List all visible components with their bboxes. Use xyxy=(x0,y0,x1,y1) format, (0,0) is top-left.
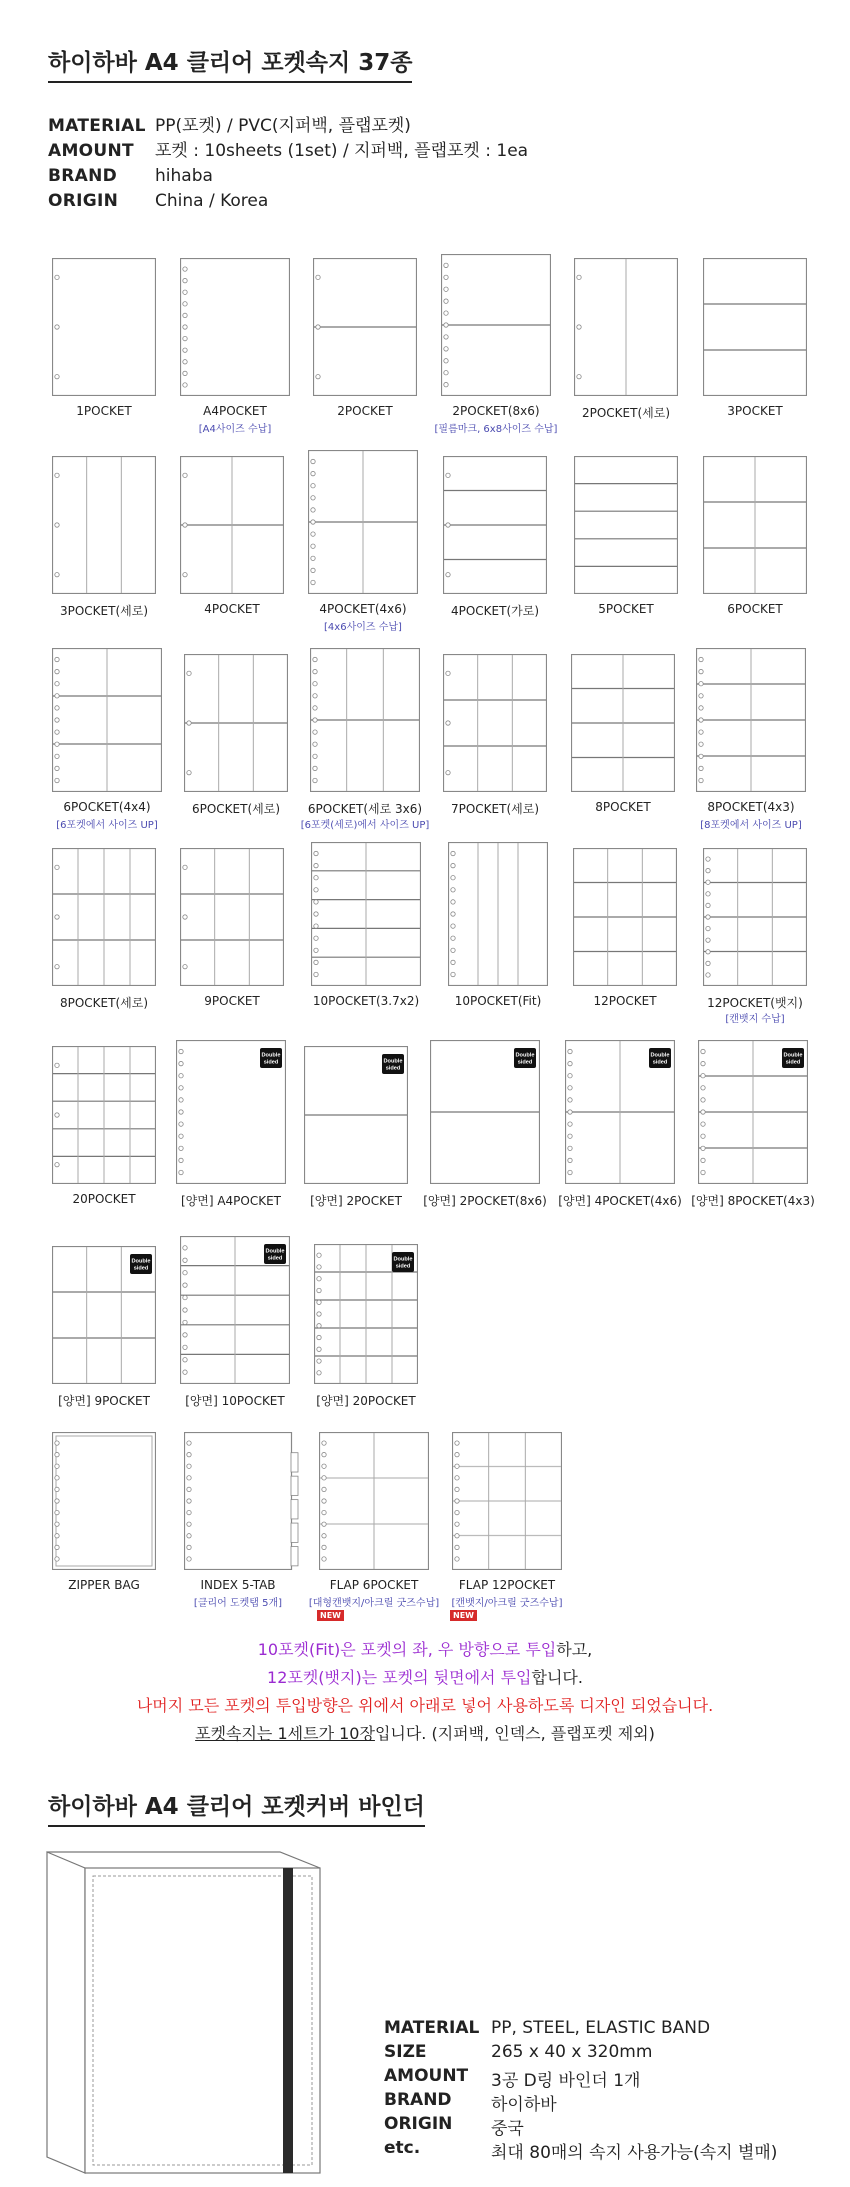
pocket-label: 6POCKET(세로) xyxy=(191,802,281,816)
note-4-underlined: 포켓속지는 1세트가 10장 xyxy=(195,1724,375,1743)
pocket-sheet xyxy=(310,648,420,792)
pocket-sheet-diagram xyxy=(443,456,547,594)
pocket-label: [양면] 4POCKET(4x6) xyxy=(558,1194,682,1208)
spec-key-material: MATERIAL xyxy=(48,116,146,136)
binder-spec-key-amount: AMOUNT xyxy=(384,2066,469,2086)
pocket-sublabel: [캔뱃지/아크릴 굿즈수납] xyxy=(451,1598,563,1609)
pocket-sheet-diagram xyxy=(313,258,417,396)
pocket-sheet xyxy=(698,1040,808,1184)
pocket-sheet xyxy=(180,848,284,986)
pocket-sheet-diagram xyxy=(310,648,420,792)
pocket-sheet xyxy=(696,648,806,792)
pocket-label: [양면] A4POCKET xyxy=(180,1194,282,1208)
binder-spec-value-etc: 최대 80매의 속지 사용가능(속지 별매) xyxy=(491,2143,778,2163)
pocket-sheet-diagram xyxy=(703,258,807,396)
binder-spec-key-etc: etc. xyxy=(384,2138,421,2158)
pocket-sheet xyxy=(52,1246,156,1384)
double-sided-badge-line2: sided xyxy=(652,1059,668,1066)
pocket-sheet xyxy=(314,1244,418,1384)
note-3-highlight: 나머지 모든 포켓의 투입방향은 위에서 아래로 넣어 사용 xyxy=(136,1696,528,1715)
pocket-sheet xyxy=(52,456,156,594)
pocket-label: 8POCKET xyxy=(595,800,651,814)
pocket-sheet xyxy=(184,1432,300,1570)
pocket-label: 4POCKET(가로) xyxy=(450,604,540,618)
pocket-label: 6POCKET xyxy=(727,602,783,616)
pocket-sublabel: [대형캔뱃지/아크릴 굿즈수납] xyxy=(308,1598,440,1609)
pocket-label: 5POCKET xyxy=(598,602,654,616)
pocket-sheet xyxy=(443,654,547,792)
pocket-sheet xyxy=(184,654,288,792)
pocket-sheet-diagram xyxy=(180,1236,290,1384)
pocket-sheet-diagram xyxy=(443,654,547,792)
binder-spec-value-material: PP, STEEL, ELASTIC BAND xyxy=(491,2018,711,2038)
binder-spec-value-size: 265 x 40 x 320mm xyxy=(491,2042,653,2062)
pocket-sublabel: [6포켓(세로)에서 사이즈 UP] xyxy=(300,820,430,831)
note-1-text: 하고, xyxy=(556,1640,593,1659)
pocket-sheet-diagram xyxy=(703,848,807,986)
pocket-sheet xyxy=(180,1236,290,1384)
pocket-label: 10POCKET(3.7x2) xyxy=(312,994,420,1008)
pocket-sublabel: [A4사이즈 수납] xyxy=(198,424,272,435)
double-sided-badge-line2: sided xyxy=(133,1265,149,1272)
pocket-sheet xyxy=(52,258,156,396)
double-sided-badge-line1: Double xyxy=(515,1052,535,1059)
spec-key-brand: BRAND xyxy=(48,166,118,186)
pocket-sheet xyxy=(304,1046,408,1184)
note-3-text: 하도록 디자인 되었습니다. xyxy=(527,1696,714,1715)
pocket-sheet-diagram xyxy=(448,842,548,986)
note-line-1 xyxy=(0,1636,850,1664)
pocket-sheet xyxy=(441,254,551,396)
pocket-label: [양면] 2POCKET(8x6) xyxy=(423,1194,547,1208)
double-sided-badge-line1: Double xyxy=(265,1248,285,1255)
double-sided-badge-line1: Double xyxy=(650,1052,670,1059)
pocket-sheet-diagram xyxy=(52,648,162,792)
pocket-label: [양면] 8POCKET(4x3) xyxy=(691,1194,815,1208)
pocket-sheet-diagram xyxy=(180,456,284,594)
pocket-sheet-diagram xyxy=(430,1040,540,1184)
pocket-sheet-diagram xyxy=(573,848,677,986)
pocket-label: ZIPPER BAG xyxy=(68,1578,140,1592)
pocket-sheet-diagram xyxy=(180,848,284,986)
pocket-sheet-diagram xyxy=(184,1432,300,1570)
spec-value-amount: 포켓 : 10sheets (1set) / 지퍼백, 플랩포켓 : 1ea xyxy=(155,141,529,161)
pocket-label: 20POCKET xyxy=(72,1192,136,1206)
pocket-sheet xyxy=(573,848,677,986)
pocket-sheet-diagram xyxy=(184,654,288,792)
double-sided-badge-line2: sided xyxy=(395,1263,411,1270)
double-sided-badge-line2: sided xyxy=(517,1059,533,1066)
binder-spec-key-origin: ORIGIN xyxy=(384,2114,453,2134)
pocket-sheet xyxy=(452,1432,562,1570)
pocket-sheet-diagram xyxy=(52,1046,156,1184)
double-sided-badge-line2: sided xyxy=(385,1065,401,1072)
binder-spec-value-origin: 중국 xyxy=(491,2119,524,2139)
pocket-label: [양면] 10POCKET xyxy=(185,1394,285,1408)
binder-illustration xyxy=(45,1850,330,2179)
pocket-sheet xyxy=(180,258,290,396)
product-spec-list xyxy=(48,114,548,214)
pocket-sheet-diagram xyxy=(319,1432,429,1570)
pocket-label: [양면] 2POCKET xyxy=(310,1194,402,1208)
pocket-sheet-diagram xyxy=(441,254,551,396)
pocket-sheet-diagram xyxy=(52,1432,156,1570)
pocket-label: FLAP 6POCKET xyxy=(329,1578,419,1592)
note-line-2 xyxy=(0,1664,850,1692)
pocket-sublabel: [클리어 도켓탭 5개] xyxy=(193,1598,283,1609)
pocket-sublabel: [필름마크, 6x8사이즈 수납] xyxy=(434,424,558,435)
pocket-label: INDEX 5-TAB xyxy=(200,1578,276,1592)
pocket-label: 3POCKET(세로) xyxy=(59,604,149,618)
insertion-notes xyxy=(0,1636,850,1748)
binder-section-title: 하이하바 A4 클리어 포켓커버 바인더 xyxy=(48,1788,425,1827)
pocket-label: 8POCKET(4x3) xyxy=(707,800,795,814)
binder-spec-value-amount: 3공 D링 바인더 1개 xyxy=(491,2071,641,2091)
new-tag: NEW xyxy=(450,1610,477,1621)
pocket-sheet xyxy=(448,842,548,986)
binder-spec-value-brand: 하이하바 xyxy=(491,2095,557,2115)
new-tag: NEW xyxy=(317,1610,344,1621)
pocket-sheet-diagram xyxy=(52,456,156,594)
double-sided-badge-line2: sided xyxy=(785,1059,801,1066)
pocket-label: 10POCKET(Fit) xyxy=(454,994,542,1008)
pocket-sublabel: [캔뱃지 수납] xyxy=(725,1014,785,1025)
spec-key-amount: AMOUNT xyxy=(48,141,134,161)
spec-key-origin: ORIGIN xyxy=(48,191,119,211)
pocket-sheet xyxy=(180,456,284,594)
binder-spec-key-material: MATERIAL xyxy=(384,2018,480,2038)
pocket-sheet-diagram xyxy=(452,1432,562,1570)
pocket-sublabel: [4x6사이즈 수납] xyxy=(324,622,402,633)
pocket-sheet xyxy=(311,842,421,986)
pocket-sheet-diagram xyxy=(176,1040,286,1184)
note-1-highlight: 10포켓(Fit)은 포켓의 좌, 우 방향으로 투입 xyxy=(257,1640,557,1659)
pocket-sheet xyxy=(565,1040,675,1184)
note-4-text: 입니다. (지퍼백, 인덱스, 플랩포켓 제외) xyxy=(374,1724,655,1743)
pocket-sheet-diagram xyxy=(311,842,421,986)
pocket-sheet-diagram xyxy=(698,1040,808,1184)
spec-value-material: PP(포켓) / PVC(지퍼백, 플랩포켓) xyxy=(155,116,411,136)
pocket-label: 3POCKET xyxy=(727,404,783,418)
pocket-label: FLAP 12POCKET xyxy=(458,1578,556,1592)
binder-spec-list xyxy=(384,2018,804,2168)
pocket-label: 4POCKET(4x6) xyxy=(319,602,407,616)
pocket-sublabel: [8포켓에서 사이즈 UP] xyxy=(700,820,802,831)
pocket-sheet-diagram xyxy=(308,450,418,594)
pocket-label: 2POCKET(8x6) xyxy=(452,404,540,418)
pocket-sheet xyxy=(574,456,678,594)
pocket-sheet-diagram xyxy=(52,258,156,396)
pocket-sublabel: [6포켓에서 사이즈 UP] xyxy=(56,820,158,831)
pocket-sheet-diagram xyxy=(52,1246,156,1384)
pocket-sheet-diagram xyxy=(696,648,806,792)
pocket-sheet-diagram xyxy=(314,1244,418,1384)
pocket-sheet xyxy=(703,456,807,594)
pocket-label: [양면] 9POCKET xyxy=(58,1394,150,1408)
pocket-sheet-diagram xyxy=(565,1040,675,1184)
pocket-sheet-diagram xyxy=(703,456,807,594)
pocket-sheet xyxy=(52,848,156,986)
pocket-sheet-diagram xyxy=(574,456,678,594)
pocket-label: 9POCKET xyxy=(204,994,260,1008)
pocket-label: 12POCKET xyxy=(593,994,657,1008)
double-sided-badge-line2: sided xyxy=(263,1059,279,1066)
double-sided-badge-line1: Double xyxy=(383,1058,403,1065)
note-line-4 xyxy=(0,1720,850,1748)
pocket-label: 8POCKET(세로) xyxy=(59,996,149,1010)
pocket-sheet xyxy=(176,1040,286,1184)
pocket-sheet xyxy=(308,450,418,594)
double-sided-badge-line1: Double xyxy=(783,1052,803,1059)
spec-value-brand: hihaba xyxy=(155,166,213,186)
pocket-sheet-diagram xyxy=(571,654,675,792)
note-line-3 xyxy=(0,1692,850,1720)
binder-spec-key-size: SIZE xyxy=(384,2042,427,2062)
pocket-sheet xyxy=(443,456,547,594)
pocket-label: 1POCKET xyxy=(76,404,132,418)
note-2-text: 합니다. xyxy=(531,1668,583,1687)
pocket-label: 7POCKET(세로) xyxy=(450,802,540,816)
pocket-label: 12POCKET(뱃지) xyxy=(707,996,803,1010)
pocket-sheet xyxy=(703,848,807,986)
pocket-label: 6POCKET(4x4) xyxy=(63,800,151,814)
pocket-sheet xyxy=(571,654,675,792)
pocket-label: 6POCKET(세로 3x6) xyxy=(307,802,423,816)
pocket-sheet xyxy=(52,1432,156,1570)
pocket-label: 2POCKET xyxy=(337,404,393,418)
pocket-sheet xyxy=(703,258,807,396)
binder-spec-key-brand: BRAND xyxy=(384,2090,452,2110)
pocket-sheet xyxy=(574,258,678,396)
pocket-sheet xyxy=(313,258,417,396)
double-sided-badge-line2: sided xyxy=(267,1255,283,1262)
pocket-sheet xyxy=(319,1432,429,1570)
note-2-highlight: 12포켓(뱃지)는 포켓의 뒷면에서 투입 xyxy=(267,1668,532,1687)
pocket-sheet-diagram xyxy=(180,258,290,396)
pocket-label: [양면] 20POCKET xyxy=(316,1394,416,1408)
pocket-sheet-diagram xyxy=(304,1046,408,1184)
pocket-sheet xyxy=(52,1046,156,1184)
pocket-sheet-diagram xyxy=(52,848,156,986)
spec-value-origin: China / Korea xyxy=(155,191,269,211)
pocket-sheet xyxy=(430,1040,540,1184)
pocket-sheet xyxy=(52,648,162,792)
double-sided-badge-line1: Double xyxy=(261,1052,281,1059)
double-sided-badge-line1: Double xyxy=(131,1258,151,1265)
pocket-sheet-diagram xyxy=(574,258,678,396)
pocket-label: A4POCKET xyxy=(203,404,267,418)
pocket-label: 2POCKET(세로) xyxy=(581,406,671,420)
pocket-label: 4POCKET xyxy=(204,602,260,616)
section-title: 하이하바 A4 클리어 포켓속지 37종 xyxy=(48,44,412,83)
double-sided-badge-line1: Double xyxy=(393,1256,413,1263)
